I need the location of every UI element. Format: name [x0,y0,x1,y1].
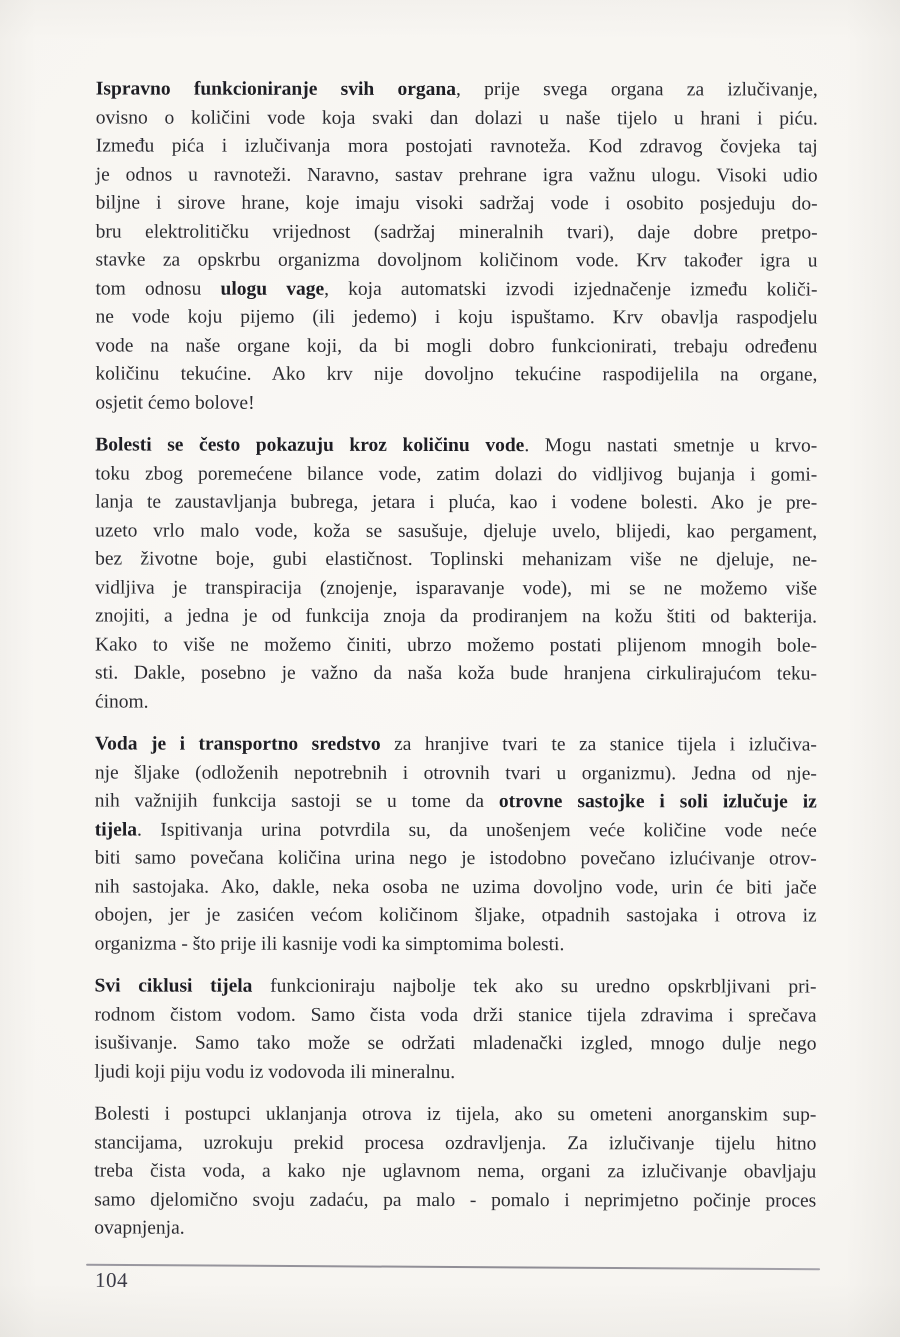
text-run: bez životne boje, gubi elastičnost. Toplinski mehanizam više ne djeluje, ne- [95,548,818,571]
text-line [96,218,818,248]
text-line [95,431,817,461]
page-text [94,75,818,1258]
bold-text-run: ulogu vage [220,278,325,300]
text-run: Kako to više ne možemo činiti, ubrzo možemo postati plijenom mnogih bole- [95,633,818,657]
text-run: znojiti, a jedna je od funkcija znoja da prodiranjem na kožu štiti od bakterija. [95,605,818,628]
bold-text-run: Svi ciklusi tijela [94,975,253,997]
text-line [95,488,817,518]
text-line [95,659,817,689]
bold-text-run: Bolesti se često pokazuju kroz količinu vode [95,434,525,457]
text-line [96,161,818,191]
text-run: nih sastojaka. Ako, dakle, neka osoba ne uzima dovoljno vode, urin će biti jače [94,875,817,899]
text-run: obojen, jer je zasićen većom količinom šljake, otpadnih sastojaka i otrova iz [94,904,817,927]
text-line [95,930,817,960]
text-run: nih važnijih funkcija sastoji se u tome da [94,790,499,813]
text-line [95,730,817,760]
text-run: ljudi koji piju vodu iz vodovoda ili mineralnu. [94,1060,456,1083]
text-run: je odnos u ravnoteži. Naravno, sastav prehrane igra važnu ulogu. Visoki udio [95,163,818,187]
text-run: ovisno o količini vode koja svaki dan dolazi u naše tijelo u hrani i piću. [95,106,818,130]
text-line [96,75,818,105]
text-line [95,972,817,1002]
paragraph-1 [95,75,817,418]
text-run: stancijama, uzrokuju prekid procesa ozdravljenja. Za izlučivanje tijelu hitno [94,1131,817,1155]
text-line [94,1186,816,1216]
text-line [96,275,818,305]
text-run: osjetit ćemo bolove! [95,391,255,414]
text-line [95,303,817,333]
text-run: , koja automatski izvodi izjednačenje između količi- [324,278,818,301]
text-line [94,1029,816,1059]
text-run: ne vode koju pijemo (ili jedemo) i koju ispuštamo. Krv obavlja raspodjelu [95,306,818,329]
text-line [95,517,817,547]
text-run: vode na naše organe koji, da bi mogli dobro funkcionirati, trebaju određenu [95,334,818,358]
bold-text-run: otrovne sastojke i soli izlučuje iz [498,791,817,813]
text-run: ćinom. [94,690,149,713]
text-line [95,332,817,362]
text-line [94,1001,816,1031]
text-run: ovapnjenja. [94,1217,185,1239]
text-run: sti. Dakle, posebno je važno da naša koža bude hranjena cirkulirajućom teku- [94,662,818,685]
text-run: stavke za opskrbu organizma dovoljnom količinom vode. Krv također igra u [95,249,818,272]
text-line [94,1058,816,1088]
paragraph-5 [94,1100,816,1244]
text-line [95,873,817,903]
text-run: Bolesti i postupci uklanjanja otrova iz tijela, ako su ometeni anorganskim sup- [94,1103,817,1126]
text-line [95,759,817,789]
text-line [95,360,817,390]
text-run: vidljiva je transpiracija (znojenje, isparavanje vode), mi se ne možemo više [95,576,818,600]
text-line [94,1157,816,1187]
text-run: organizma - što prije ili kasnije vodi ka simptomima bolesti. [94,932,565,955]
text-line [95,844,817,874]
bold-text-run: Ispravno funkcioniranje svih organa [95,78,457,100]
text-line [95,389,817,419]
text-run: tom odnosu [95,277,221,300]
text-line [96,104,818,134]
paragraph-4 [94,972,816,1087]
text-line [94,1100,816,1130]
paragraph-3 [95,730,817,959]
text-run: uzeto vrlo malo vode, koža se sasušuje, djeluje uvelo, blijedi, kao pergament, [95,519,818,543]
text-line [95,688,817,718]
text-run: . Mogu nastati smetnje u krvo- [524,435,818,457]
text-run: isušivanje. Samo tako može se održati mladenački izgled, mnogo dulje nego [94,1032,817,1055]
text-line [96,246,818,276]
text-line [96,189,818,219]
text-run: za hranjive tvari te za stanice tijela i izlučiva- [380,733,817,756]
bold-text-run: Voda je i transportno sredstvo [94,733,381,755]
text-run: samo djelomično svoju zadaću, pa malo - pomalo i neprimjetno počinje proces [94,1188,817,1212]
text-line [95,816,817,846]
text-run: biti samo povečana količina urina nego je istodobno povečano izlućivanje otrov- [94,847,817,870]
text-run: toku zbog poremećene bilance vode, zatim dolazi do vidljivog bujanja i gomi- [95,462,818,486]
text-line [96,132,818,162]
text-line [95,631,817,661]
text-line [95,545,817,575]
text-line [95,602,817,632]
text-line [95,460,817,490]
text-run: bru elektrolitičku vrijednost (sadržaj mineralnih tvari), daje dobre pretpo- [95,220,818,244]
text-run: biljne i sirove hrane, koje imaju visoki sadržaj vode i osobito posjeduju do- [95,192,818,215]
text-run: Između pića i izlučivanja mora postojati ravnoteža. Kod zdravog čovjeka taj [95,135,818,158]
paragraph-2 [95,431,817,717]
text-line [95,787,817,817]
text-line [95,574,817,604]
text-line [95,901,817,931]
text-run: rodnom čistom vodom. Samo čista voda drži stanice tijela zdravima i sprečava [94,1003,817,1027]
text-run: . Ispitivanja urina potvrdila su, da unošenjem veće količine vode neće [136,819,817,842]
text-run: količinu tekućine. Ako krv nije dovoljno tekućine raspodijelila na organe, [95,363,818,386]
bold-text-run: tijela [94,818,138,841]
page-footer [86,1264,820,1297]
text-run: lanja te zaustavljanja bubrega, jetara i pluća, kao i vodene bolesti. Ako je pre- [95,491,818,514]
text-run: funkcioniraju najbolje tek ako su uredno opskrbljivani pri- [252,975,817,998]
text-line [94,1129,816,1159]
text-run: treba čista voda, a kako nje uglavnom nema, organi za izlučivanje obavljaju [94,1160,817,1183]
text-run: nje šljake (odloženih nepotrebnih i otrovnih tvari u organizmu). Jedna od nje- [94,761,817,785]
text-line [94,1214,816,1244]
text-run: , prije svega organa za izlučivanje, [455,78,818,101]
page-number: 104 [94,1267,129,1293]
